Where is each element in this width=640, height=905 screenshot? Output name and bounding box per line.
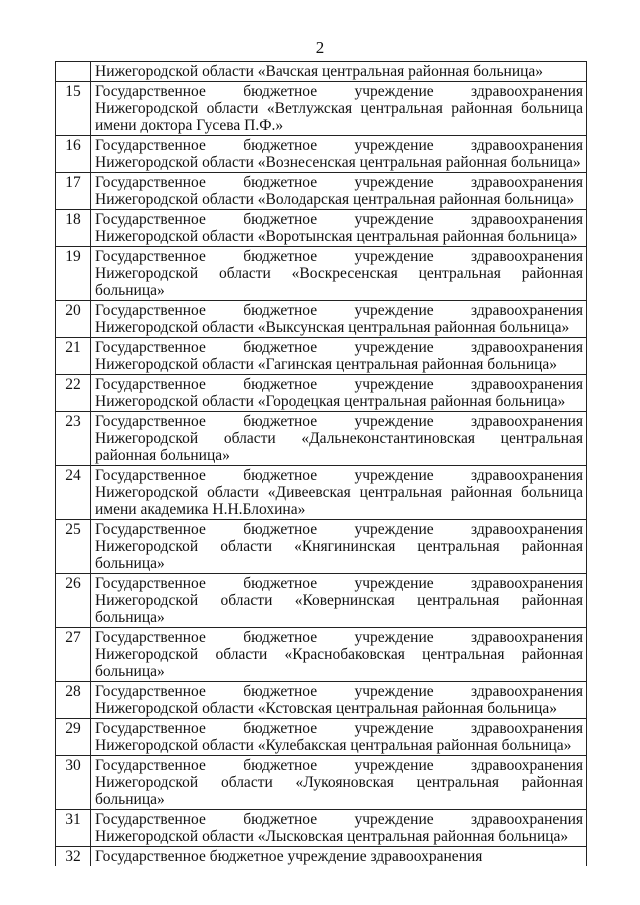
row-number: 18: [56, 210, 91, 247]
institution-name: [91, 810, 587, 847]
institution-name: [91, 628, 587, 682]
text-line: имени доктора Гусева П.Ф.»: [95, 117, 284, 134]
text-line: Нижегородской области «Ветлужская центральная районная больница: [95, 100, 583, 117]
text-line: больница»: [95, 663, 165, 680]
text-line: Нижегородской области «Володарская центральная районная больница»: [95, 191, 575, 208]
text-line: Государственное бюджетное учреждение здравоохранения: [95, 211, 583, 228]
table-row: [56, 301, 587, 338]
text-line: Нижегородской области «Вачская центральная районная больница»: [95, 63, 544, 80]
text-line: Нижегородской области «Краснобаковская центральная районная: [95, 646, 583, 663]
text-line: Нижегородской области «Лукояновская центральная районная: [95, 774, 583, 791]
row-number: 26: [56, 574, 91, 628]
text-line: больница»: [95, 282, 165, 299]
row-number: 19: [56, 247, 91, 301]
text-line: Государственное бюджетное учреждение здравоохранения: [95, 302, 583, 319]
row-number: [56, 62, 91, 82]
institution-name: [91, 756, 587, 810]
text-line: Государственное бюджетное учреждение здравоохранения: [95, 629, 583, 646]
text-line: Нижегородской области «Кстовская центральная районная больница»: [95, 700, 558, 717]
row-number: 16: [56, 136, 91, 173]
text-line: имени академика Н.Н.Блохина»: [95, 501, 306, 518]
text-line: Государственное бюджетное учреждение здравоохранения: [95, 683, 583, 700]
table-row: [56, 412, 587, 466]
table-row: [56, 719, 587, 756]
text-line: Нижегородской области «Княгининская центральная районная: [95, 538, 583, 555]
table-row: [56, 173, 587, 210]
text-line: Нижегородской области «Вознесенская центральная районная больница»: [95, 154, 581, 171]
text-line: Государственное бюджетное учреждение здравоохранения: [95, 720, 583, 737]
row-number: 20: [56, 301, 91, 338]
text-line: Нижегородской области «Дальнеконстантиновская центральная: [95, 430, 583, 447]
text-line: Нижегородской области «Воскресенская центральная районная: [95, 265, 583, 282]
text-line: Государственное бюджетное учреждение здравоохранения: [95, 575, 583, 592]
row-number: 17: [56, 173, 91, 210]
table-row: [56, 810, 587, 847]
hospital-list-table: [55, 61, 587, 866]
table-row: [56, 136, 587, 173]
text-line: Нижегородской области «Кулебакская центральная районная больница»: [95, 737, 572, 754]
institution-name: [91, 520, 587, 574]
row-number: 25: [56, 520, 91, 574]
row-number: 22: [56, 375, 91, 412]
table-row: [56, 62, 587, 82]
table-row: [56, 466, 587, 520]
row-number: 21: [56, 338, 91, 375]
table-row: [56, 82, 587, 136]
text-line: Нижегородской области «Гагинская центральная районная больница»: [95, 356, 558, 373]
institution-name: [91, 338, 587, 375]
page-number: 2: [315, 38, 325, 57]
institution-name: [91, 136, 587, 173]
table-row: [56, 682, 587, 719]
text-line: Государственное бюджетное учреждение здравоохранения: [95, 467, 583, 484]
table-row: [56, 338, 587, 375]
table-row: [56, 210, 587, 247]
institution-name: [91, 719, 587, 756]
row-number: 27: [56, 628, 91, 682]
table-row: [56, 847, 587, 867]
text-line: Государственное бюджетное учреждение здравоохранения: [95, 248, 583, 265]
table-row: [56, 628, 587, 682]
text-line: Государственное бюджетное учреждение здравоохранения: [95, 848, 483, 865]
institution-name: [91, 173, 587, 210]
institution-name: [91, 847, 587, 867]
row-number: 32: [56, 847, 91, 867]
text-line: Государственное бюджетное учреждение здравоохранения: [95, 521, 583, 538]
text-line: Нижегородской области «Городецкая центральная районная больница»: [95, 393, 566, 410]
text-line: районная больница»: [95, 447, 230, 464]
text-line: Нижегородской области «Дивеевская центральная районная больница: [95, 484, 583, 501]
text-line: Государственное бюджетное учреждение здравоохранения: [95, 137, 583, 154]
row-number: 15: [56, 82, 91, 136]
institution-name: [91, 62, 587, 82]
text-line: больница»: [95, 555, 165, 572]
table-row: [56, 756, 587, 810]
institution-name: [91, 210, 587, 247]
text-line: Нижегородской области «Воротынская центральная районная больница»: [95, 228, 578, 245]
text-line: Государственное бюджетное учреждение здравоохранения: [95, 174, 583, 191]
row-number: 29: [56, 719, 91, 756]
institution-name: [91, 82, 587, 136]
text-line: Нижегородской области «Лысковская центральная районная больница»: [95, 828, 569, 845]
institution-name: [91, 301, 587, 338]
text-line: Государственное бюджетное учреждение здравоохранения: [95, 376, 583, 393]
institution-name: [91, 466, 587, 520]
text-line: Государственное бюджетное учреждение здравоохранения: [95, 83, 583, 100]
institution-name: [91, 247, 587, 301]
text-line: Нижегородской области «Ковернинская центральная районная: [95, 592, 583, 609]
institution-name: [91, 412, 587, 466]
table-row: [56, 375, 587, 412]
text-line: Государственное бюджетное учреждение здравоохранения: [95, 339, 583, 356]
row-number: 31: [56, 810, 91, 847]
row-number: 23: [56, 412, 91, 466]
table-row: [56, 247, 587, 301]
text-line: больница»: [95, 791, 165, 808]
row-number: 24: [56, 466, 91, 520]
institution-name: [91, 682, 587, 719]
text-line: Государственное бюджетное учреждение здравоохранения: [95, 811, 583, 828]
institution-name: [91, 375, 587, 412]
text-line: Государственное бюджетное учреждение здравоохранения: [95, 413, 583, 430]
text-line: Государственное бюджетное учреждение здравоохранения: [95, 757, 583, 774]
text-line: больница»: [95, 609, 165, 626]
institution-name: [91, 574, 587, 628]
row-number: 30: [56, 756, 91, 810]
row-number: 28: [56, 682, 91, 719]
table-row: [56, 520, 587, 574]
table-body: [56, 62, 587, 867]
text-line: Нижегородской области «Выксунская центральная районная больница»: [95, 319, 570, 336]
table-row: [56, 574, 587, 628]
